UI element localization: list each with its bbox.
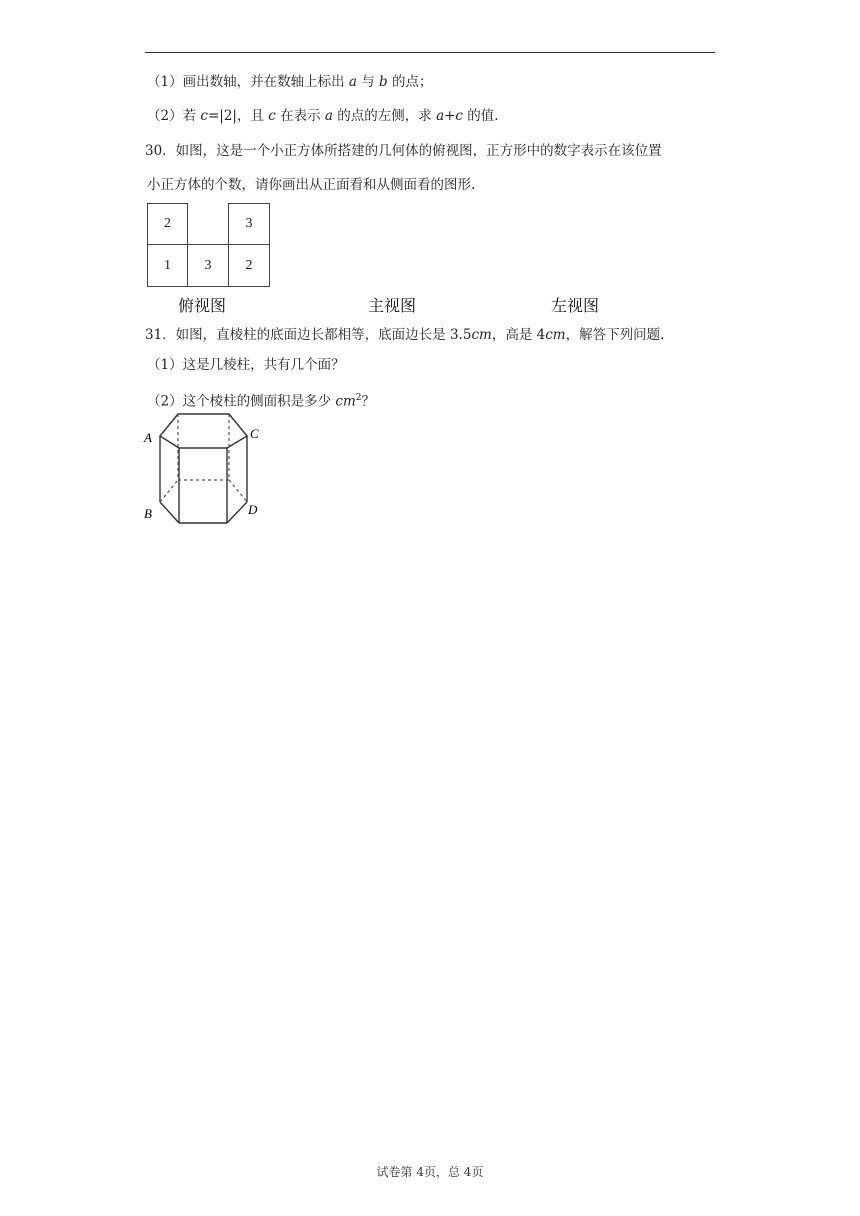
- cell-bottom-right: 2: [228, 244, 270, 287]
- vertex-label-b: B: [144, 506, 152, 521]
- var-b: b: [379, 74, 388, 90]
- vertex-label-d: D: [248, 502, 258, 517]
- q31-part1: （1）这是几棱柱，共有几个面？: [147, 357, 345, 373]
- bottom-edge-right: [227, 502, 247, 523]
- text: 的点；: [387, 74, 433, 90]
- hexagonal-prism-figure: [140, 408, 270, 528]
- text: 在表示: [275, 108, 325, 124]
- unit-cm: cm: [545, 327, 566, 343]
- q29-part1: [147, 73, 433, 91]
- text: （2）若: [147, 108, 201, 124]
- vertex-label-a: A: [144, 430, 152, 445]
- superscript: 2: [355, 393, 362, 403]
- label-left-view: 左视图: [551, 296, 600, 315]
- cell-bottom-mid: 3: [187, 244, 229, 287]
- text: （1）画出数轴，并在数轴上标出: [147, 74, 349, 90]
- var-c: c: [200, 108, 208, 124]
- var-a: a: [324, 108, 333, 124]
- header-rule: [145, 52, 715, 53]
- hidden-bottom-right: [229, 480, 247, 502]
- q30-line2: 小正方体的个数，请你画出从正面看和从侧面看的图形.: [147, 177, 476, 193]
- cell-top-right: 3: [228, 203, 270, 245]
- text: ？: [361, 393, 375, 410]
- label-front-view: 主视图: [368, 296, 417, 315]
- bottom-edge-left: [160, 502, 179, 523]
- text: ，高是 4: [491, 327, 546, 343]
- text: （2）这个棱柱的侧面积是多少: [147, 393, 336, 410]
- page-footer: 试卷第 4页，总 4页: [376, 1165, 484, 1179]
- text: 的值.: [462, 108, 499, 124]
- q30-line1: 30．如图，这是一个小正方体所搭建的几何体的俯视图，正方形中的数字表示在该位置: [145, 143, 662, 159]
- text: 与: [356, 74, 380, 90]
- text: 的点的左侧，求: [332, 108, 437, 124]
- var-c: c: [268, 108, 276, 124]
- vertex-label-c: C: [250, 426, 259, 441]
- text: =|2|，且: [207, 108, 269, 124]
- top-face: [160, 414, 247, 448]
- top-view-grid: [147, 203, 271, 287]
- unit-cm: cm: [335, 393, 356, 410]
- cell-top-left: 2: [147, 203, 188, 245]
- q29-part2: [147, 107, 499, 125]
- unit-cm: cm: [471, 327, 492, 343]
- expr-a-plus-c: a+c: [436, 108, 463, 124]
- var-a: a: [348, 74, 357, 90]
- cell-bottom-left: 1: [147, 244, 188, 287]
- q31-line1: [145, 326, 664, 344]
- label-top-view: 俯视图: [178, 296, 227, 315]
- text: 31．如图，直棱柱的底面边长都相等，底面边长是 3.5: [145, 327, 472, 343]
- text: ，解答下列问题.: [565, 327, 665, 343]
- hidden-bottom-left: [160, 480, 178, 502]
